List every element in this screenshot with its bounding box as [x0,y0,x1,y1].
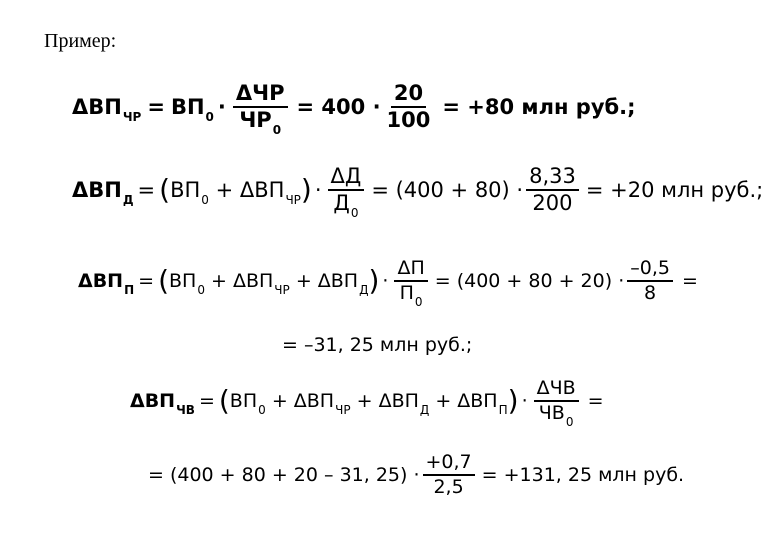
eq2-calc: = (400 + 80) · [371,178,524,203]
eq3-fraction: $\frac{\Delta П}{П_0}$ [394,258,427,304]
eq2-paren-content: $ВП_0 + \Delta ВП_{ЧР}$ [170,178,301,208]
eq4-result: = [587,389,604,412]
eq2-fraction: $\frac{\Delta Д}{Д_0}$ [328,165,365,215]
eq2-result: = +20 млн руб.; [585,178,763,203]
example-heading: Пример: [44,30,117,52]
eq2-fraction-2: $\frac{8,33}{200}$ [526,165,579,215]
eq1-lhs: $\Delta ВП_{ЧР}$ [72,95,142,125]
eq3-calc: = (400 + 80 + 20) · [434,269,625,292]
eq2-lhs: $\Delta ВП_Д$ [72,178,134,208]
equation-1: $\Delta ВП_{ЧР}$ = $ВП_0$ · $\frac{\text{ΔЧР}}{ЧР_0}$ = 400 · $\frac{20}{100}$ = +80 млн руб.; [72,81,636,138]
eq3-continuation: = –31, 25 млн руб.; [282,334,473,356]
eq3-result: = [681,269,698,292]
eq3-paren-content: $ВП_0 + \Delta ВП_{ЧР} + \Delta ВП_Д$ [169,269,369,297]
eq1-vp: $ВП_0$ [170,95,214,125]
eq4-cont-result: = +131, 25 млн руб. [481,463,685,486]
eq4-lhs: $\Delta ВП_{ЧВ}$ [130,389,195,417]
eq1-result: = +80 млн руб.; [442,95,636,120]
eq1-fraction-2: $\frac{20}{100}$ [386,81,431,133]
eq1-fraction: $\frac{\text{ΔЧР}}{ЧР_0}$ [233,82,288,132]
eq4-cont-calc: = (400 + 80 + 20 – 31, 25) · [148,463,420,486]
eq4-paren-content: $ВП_0 + \Delta ВП_{ЧР} + \Delta ВП_Д + \Delta ВП_П$ [229,389,508,417]
eq4-continuation [148,452,684,498]
eq4-fraction-2: $\frac{+0,7}{2,5}$ [423,452,475,498]
equation-4: $\Delta ВП_{ЧВ}$ = ( $ВП_0 + \Delta ВП_{ЧР} + \Delta ВП_Д + \Delta ВП_П$ ) · $\frac{\text{ΔЧВ}}{ЧВ_0}$ = [130,377,604,429]
equation-2: $\Delta ВП_Д$ = ( $ВП_0 + \Delta ВП_{ЧР}$ ) · $\frac{\Delta Д}{Д_0}$ = (400 + 80) · $\frac{8,33}{200}$ = +20 млн руб.; [72,164,763,221]
eq3-fraction-2: $\frac{-0,5}{8}$ [627,258,673,304]
eq3-lhs: $\Delta ВП_П$ [78,269,135,297]
equation-3: $\Delta ВП_П$ = ( $ВП_0 + \Delta ВП_{ЧР} + \Delta ВП_Д$ ) · $\frac{\Delta П}{П_0}$ = (400 + 80 + 20) · $\frac{-0,5}{8}$ = [78,257,698,309]
eq1-calc: = 400 · [296,95,381,120]
eq4-fraction: $\frac{\text{ΔЧВ}}{ЧВ_0}$ [534,378,579,424]
